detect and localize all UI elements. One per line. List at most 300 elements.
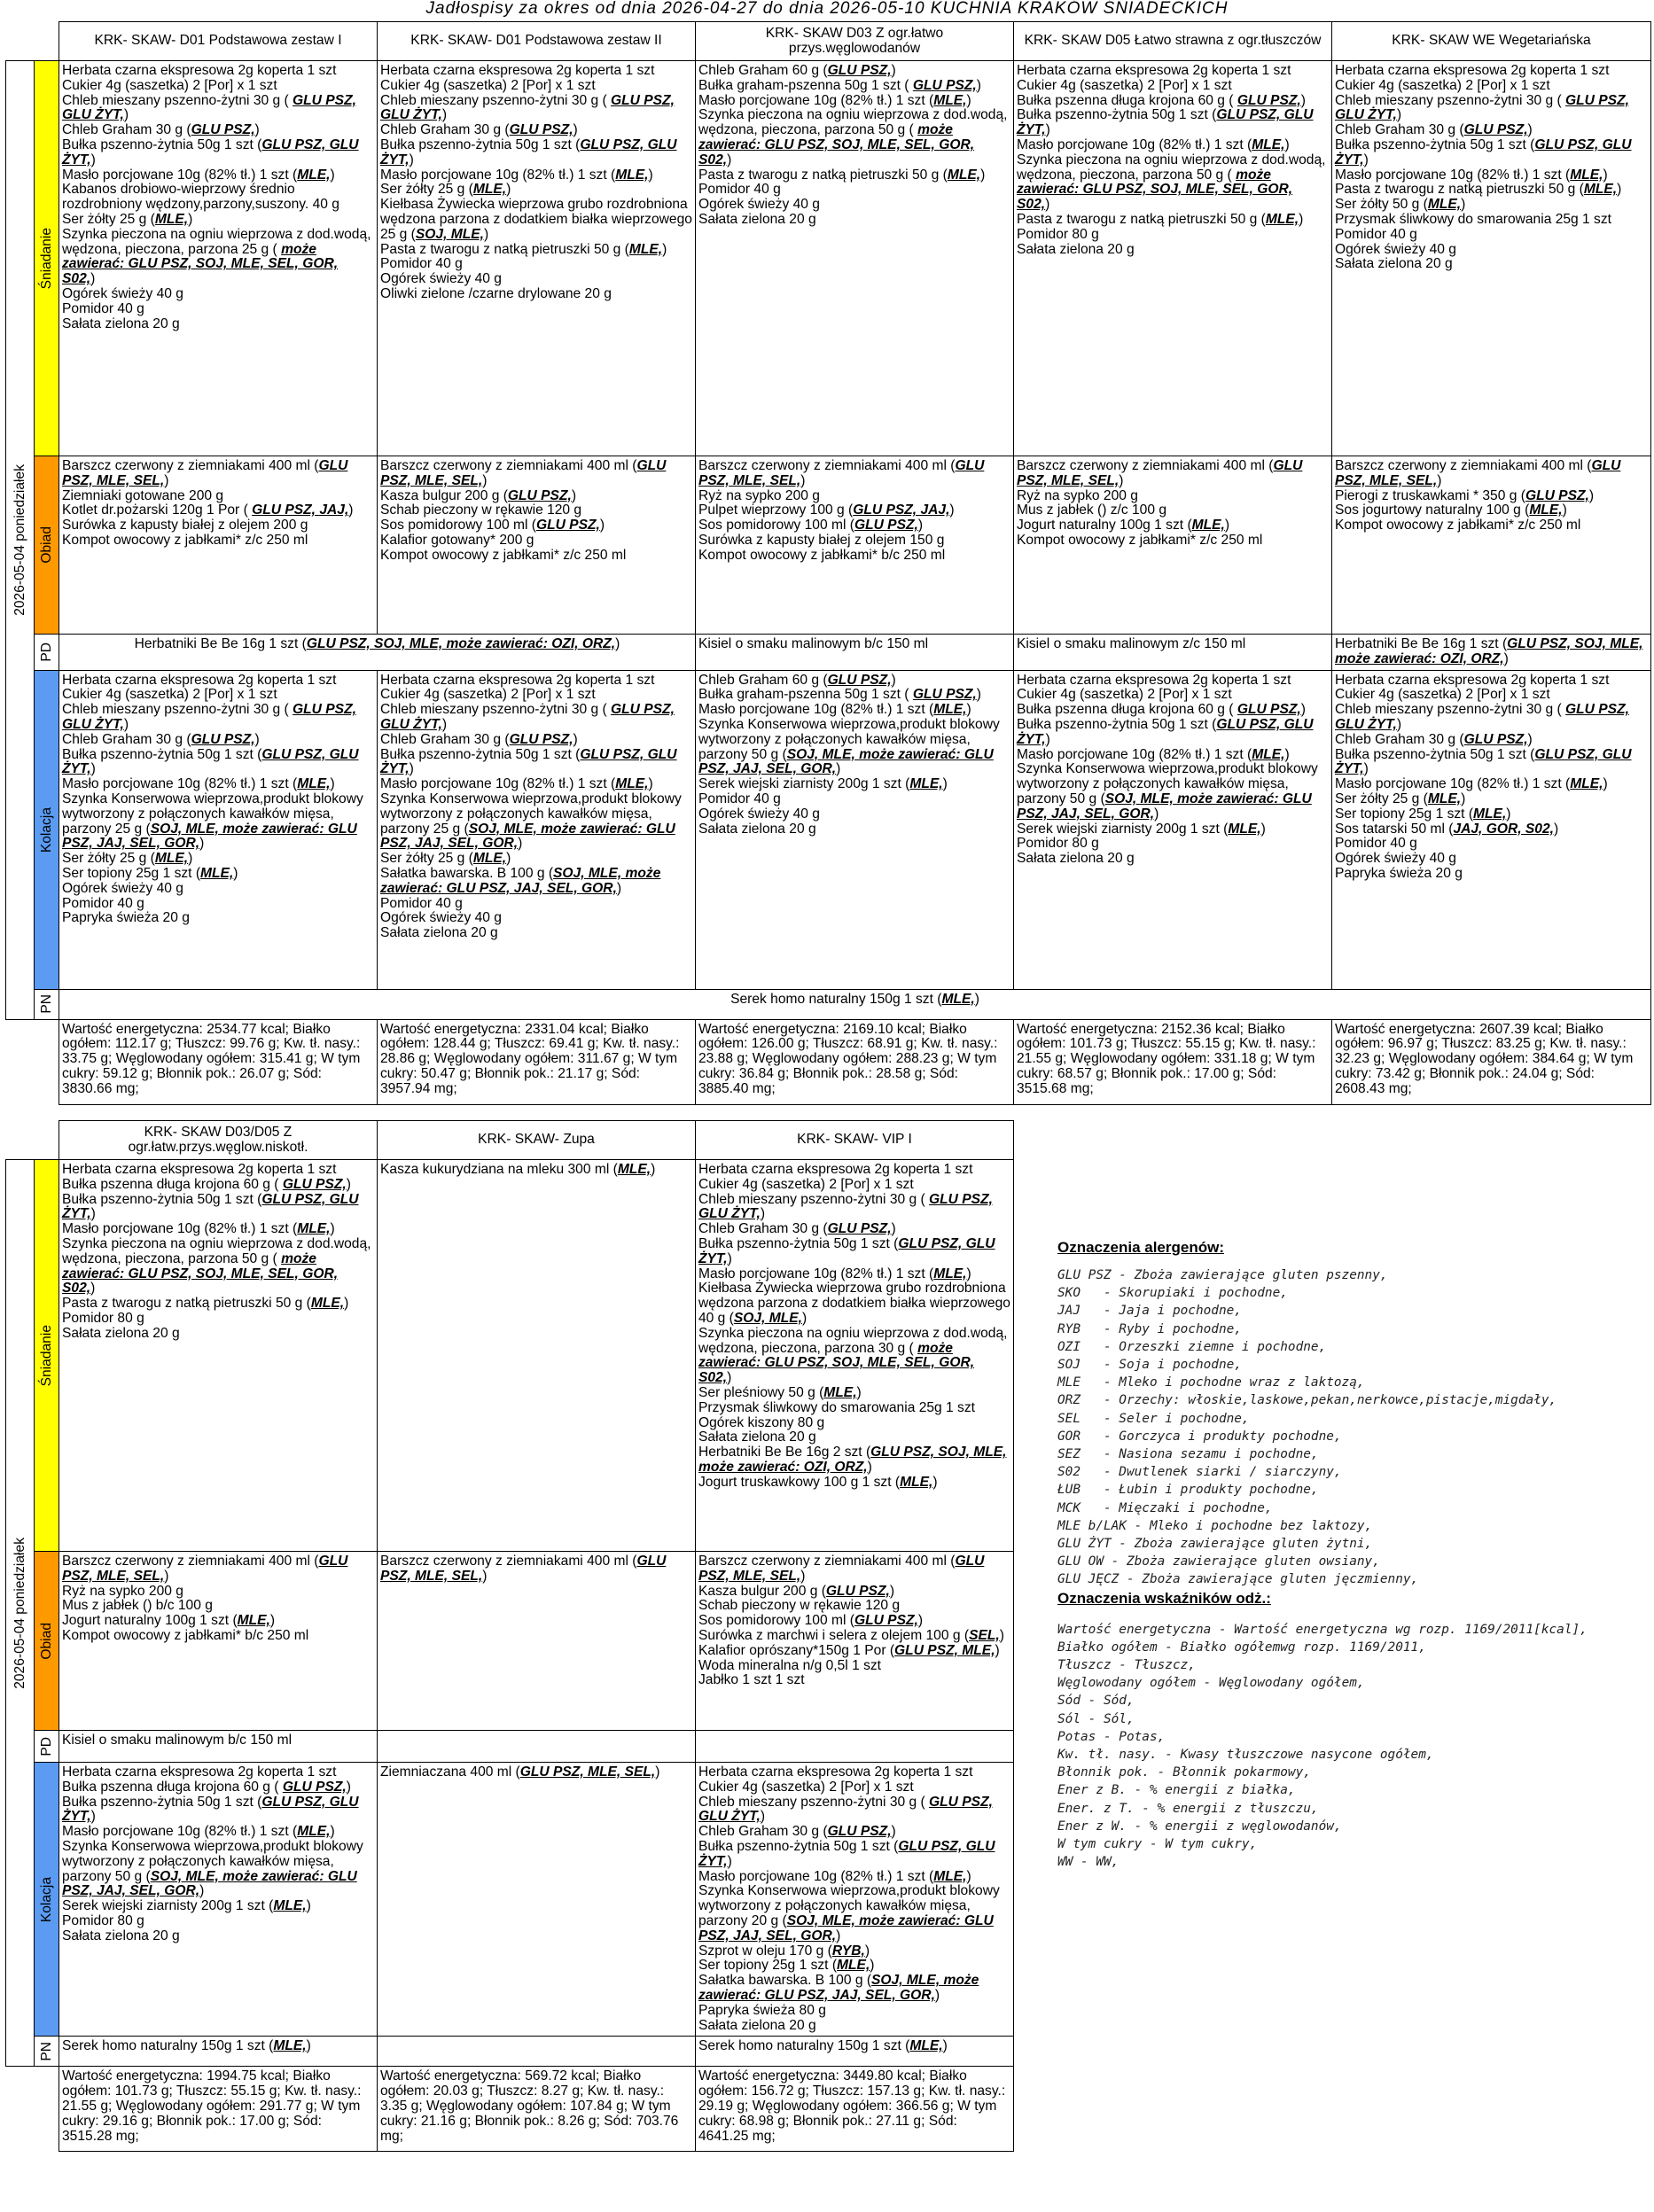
allergen-codes: GLU PSZ, — [854, 518, 918, 534]
meal-cell — [59, 456, 378, 635]
menu-item: Ogórek świeży 40 g — [62, 880, 183, 896]
allergen-codes: MLE, — [1252, 136, 1285, 152]
allergen-codes: GLU PSZ, JAJ, — [252, 502, 349, 518]
allergen-codes: GLU PSZ, SOJ, MLE, może zawierać: OZI, ORZ, — [698, 1445, 1007, 1475]
menu-item: Mus z jabłek () z/c 100 g — [1017, 502, 1166, 518]
menu-item: Pomidor 80 g — [62, 1310, 144, 1326]
menu-item: Bułka pszenna długa krojona 60 g ( GLU PSZ,) — [62, 1176, 351, 1192]
allergen-codes: SOJ, MLE, może zawierać: GLU PSZ, JAJ, SEL, GOR, — [698, 1973, 979, 2003]
allergen-codes: MLE, — [823, 1384, 857, 1400]
nutrition-cell: Wartość energetyczna: 2534.77 kcal; Białko ogółem: 112.17 g; Tłuszcz: 99.76 g; Kw. tł. nasy.: 33.75 g; Węglowodany ogółem: 315.41 g; W tym cukry: 59.12 g; Błonnik pok.: 26.07 g; Sód: 3830.66 mg; — [59, 1019, 378, 1104]
allergen-codes: GLU PSZ, MLE, SEL, — [698, 1554, 985, 1584]
menu-item: Bułka pszenno-żytnia 50g 1 szt (GLU PSZ, GLU ŻYT,) — [698, 1838, 995, 1869]
allergen-codes: MLE, — [273, 1898, 307, 1914]
allergen-codes: SOJ, MLE, — [733, 1310, 803, 1326]
menu-item: Masło porcjowane 10g (82% tł.) 1 szt (MLE,) — [62, 1221, 335, 1237]
menu-item: Sos pomidorowy 100 ml (GLU PSZ,) — [698, 1613, 924, 1629]
menu-item: Ogórek świeży 40 g — [1335, 851, 1456, 867]
menu-item: Kisiel o smaku malinowym b/c 150 ml — [62, 1733, 293, 1748]
meal-cell — [1332, 456, 1651, 635]
allergen-codes: GLU PSZ, MLE, SEL, — [380, 1554, 667, 1584]
allergen-legend-item: GOR - Gorczyca i produkty pochodne, — [1057, 1429, 1342, 1444]
menu-item: Cukier 4g (saszetka) 2 [Por] x 1 szt — [698, 1779, 914, 1795]
allergen-legend-item: SEL - Seler i pochodne, — [1057, 1411, 1250, 1426]
menu-item: Ser żółty 25 g (MLE,) — [62, 851, 193, 867]
menu-item: Chleb mieszany pszenno-żytni 30 g ( GLU PSZ, GLU ŻYT,) — [380, 702, 675, 732]
menu-item: Pomidor 80 g — [1017, 226, 1099, 242]
menu-item: Surówka z marchwi i selera z olejem 100 g (SEL,) — [698, 1627, 1004, 1643]
indicator-legend-item: WW - WW, — [1057, 1855, 1120, 1870]
indicator-legend-item: Tłuszcz - Tłuszcz, — [1057, 1658, 1196, 1673]
menu-item: Cukier 4g (saszetka) 2 [Por] x 1 szt — [62, 77, 277, 93]
allergen-legend-item: JAJ - Jaja i pochodne, — [1057, 1304, 1242, 1319]
menu-item: Masło porcjowane 10g (82% tł.) 1 szt (MLE,) — [1335, 167, 1608, 183]
menu-item: Chleb mieszany pszenno-żytni 30 g ( GLU PSZ, GLU ŻYT,) — [698, 1191, 993, 1222]
diet-header: KRK- SKAW D05 Łatwo strawna z ogr.tłuszczów — [1014, 22, 1332, 61]
allergen-codes: MLE, — [1529, 502, 1563, 518]
allergen-codes: MLE, — [1427, 791, 1462, 806]
allergen-codes: MLE, — [837, 1958, 870, 1974]
allergen-codes: GLU PSZ, — [827, 1221, 892, 1237]
allergen-codes: MLE, — [628, 241, 663, 257]
meal-cell — [378, 1160, 696, 1552]
allergen-codes: MLE, — [1570, 776, 1603, 792]
allergen-codes: JAJ, GOR, S02, — [1453, 821, 1554, 837]
meal-label-obiad: Obiad — [35, 456, 59, 635]
menu-item: Serek homo naturalny 150g 1 szt (MLE,) — [730, 991, 979, 1007]
menu-item: Barszcz czerwony z ziemniakami 400 ml (GLU PSZ, MLE, SEL,) — [698, 1554, 985, 1584]
allergen-codes: RYB, — [831, 1943, 865, 1959]
meal-cell — [378, 1731, 696, 1763]
menu-item: Schab pieczony w rękawie 120 g — [380, 502, 582, 518]
allergen-codes: GLU PSZ, GLU ŻYT, — [62, 1191, 359, 1222]
menu-item: Ryż na sypko 200 g — [62, 1583, 183, 1599]
allergen-codes: GLU PSZ, GLU ŻYT, — [1017, 107, 1314, 138]
meal-cell — [59, 989, 1651, 1019]
menu-item: Sałatka bawarska. B 100 g (SOJ, MLE, może zawierać: GLU PSZ, JAJ, SEL, GOR,) — [380, 865, 661, 896]
allergen-codes: GLU PSZ, — [1237, 92, 1301, 108]
menu-item: Pomidor 40 g — [698, 182, 781, 198]
menu-item: Kalafior gotowany* 200 g — [380, 532, 534, 548]
menu-item: Chleb Graham 60 g (GLU PSZ,) — [698, 63, 896, 78]
meal-cell — [378, 1552, 696, 1731]
menu-item: Sałata zielona 20 g — [380, 925, 498, 941]
allergen-codes: GLU PSZ, MLE, SEL, — [519, 1764, 656, 1780]
allergen-codes: MLE, — [237, 1613, 270, 1629]
indicator-legend-item: Sól - Sól, — [1057, 1711, 1135, 1726]
allergen-codes: MLE, — [909, 2038, 943, 2054]
allergen-codes: GLU PSZ, MLE, SEL, — [62, 458, 348, 488]
menu-item: Kompot owocowy z jabłkami* z/c 250 ml — [380, 547, 627, 563]
meal-label-sniadanie: Śniadanie — [35, 61, 59, 456]
menu-item: Serek wiejski ziarnisty 200g 1 szt (MLE,) — [62, 1898, 311, 1914]
allergen-legend-item: MLE - Mleko i pochodne wraz z laktozą, — [1057, 1375, 1365, 1390]
allergen-legend-item: ŁUB - Łubin i produkty pochodne, — [1057, 1483, 1319, 1498]
menu-table-section2 — [5, 1120, 1014, 2152]
allergen-codes: MLE, — [1252, 746, 1285, 762]
allergens-list — [1057, 1266, 1642, 1589]
menu-item: Jogurt naturalny 100g 1 szt (MLE,) — [1017, 518, 1230, 534]
allergen-codes: może zawierać: GLU PSZ, SOJ, MLE, SEL, GOR, S02, — [62, 1250, 339, 1297]
allergen-codes: GLU PSZ, — [854, 1613, 918, 1629]
menu-item: Papryka świeża 20 g — [1335, 865, 1463, 881]
menu-item: Masło porcjowane 10g (82% tł.) 1 szt (MLE,) — [62, 776, 335, 792]
menu-item: Jabłko 1 szt 1 szt — [698, 1672, 805, 1688]
menu-item: Ser żółty 25 g (MLE,) — [1335, 791, 1466, 806]
menu-item: Przysmak śliwkowy do smarowania 25g 1 szt — [698, 1399, 975, 1415]
menu-item: Pasta z twarogu z natką pietruszki 50 g (MLE,) — [698, 167, 986, 183]
menu-item: Sos jogurtowy naturalny 100 g (MLE,) — [1335, 502, 1567, 518]
menu-item: Masło porcjowane 10g (82% tł.) 1 szt (MLE,) — [1017, 746, 1290, 762]
allergen-codes: GLU PSZ, — [507, 487, 572, 503]
menu-item: Kompot owocowy z jabłkami* b/c 250 ml — [698, 547, 946, 563]
meal-cell — [59, 1731, 378, 1763]
meal-cell — [696, 670, 1014, 989]
menu-item: Sałata zielona 20 g — [698, 211, 816, 227]
menu-item: Schab pieczony w rękawie 120 g — [698, 1598, 901, 1614]
page-title: Jadłospisy za okres od dnia 2026-04-27 do dnia 2026-05-10 KUCHNIA KRAKÓW ŚNIADECKICH — [425, 0, 1229, 18]
meal-label-pn: PN — [35, 989, 59, 1019]
allergen-codes: GLU PSZ, GLU ŻYT, — [698, 1235, 995, 1266]
diet-header: KRK- SKAW D03 Z ogr.łatwo przys.węglowodanów — [696, 22, 1014, 61]
indicator-legend-item: Potas - Potas, — [1057, 1729, 1166, 1744]
meal-cell — [378, 2037, 696, 2067]
allergen-codes: GLU PSZ, MLE, SEL, — [380, 458, 667, 488]
allergen-legend-item: ORZ - Orzechy: włoskie,laskowe,pekan,nerkowce,pistacje,migdały, — [1057, 1393, 1557, 1408]
allergen-codes: MLE, — [909, 776, 943, 792]
menu-table-section1 — [5, 21, 1651, 1105]
allergen-legend-item: RYB - Ryby i pochodne, — [1057, 1321, 1242, 1336]
menu-item: Masło porcjowane 10g (82% tł.) 1 szt (MLE,) — [62, 1824, 335, 1840]
allergen-codes: MLE, — [933, 702, 967, 718]
menu-item: Herbata czarna ekspresowa 2g koperta 1 szt — [380, 63, 655, 78]
allergen-codes: GLU PSZ, GLU ŻYT, — [380, 746, 677, 777]
allergen-codes: GLU PSZ, GLU ŻYT, — [698, 1191, 993, 1222]
menu-item: Mus z jabłek () b/c 100 g — [62, 1598, 213, 1614]
allergen-codes: GLU PSZ, — [535, 518, 600, 534]
menu-item: Sos pomidorowy 100 ml (GLU PSZ,) — [698, 518, 924, 534]
allergen-codes: GLU PSZ, JAJ, — [853, 502, 950, 518]
allergen-codes: SOJ, MLE, może zawierać: GLU PSZ, JAJ, SEL, GOR, — [1017, 791, 1312, 822]
menu-item: Cukier 4g (saszetka) 2 [Por] x 1 szt — [1335, 687, 1550, 703]
meal-cell — [378, 1763, 696, 2037]
allergen-codes: może zawierać: GLU PSZ, SOJ, MLE, SEL, GOR, S02, — [698, 122, 975, 167]
meal-cell — [696, 1160, 1014, 1552]
menu-item: Pasta z twarogu z natką pietruszki 50 g (MLE,) — [380, 241, 667, 257]
allergen-codes: GLU PSZ, GLU ŻYT, — [62, 136, 359, 167]
menu-item: Kalafior oprószany*150g 1 Por (GLU PSZ, MLE,) — [698, 1642, 1000, 1658]
allergen-codes: GLU PSZ, GLU ŻYT, — [62, 746, 359, 777]
meal-cell — [1014, 635, 1332, 671]
allergen-codes: SOJ, MLE, może zawierać: GLU PSZ, JAJ, SEL, GOR, — [380, 821, 675, 852]
allergen-codes: GLU PSZ, GLU ŻYT, — [698, 1794, 993, 1825]
menu-item: Kompot owocowy z jabłkami* z/c 250 ml — [62, 532, 308, 548]
menu-item: Ogórek świeży 40 g — [380, 271, 502, 287]
allergen-codes: SEL, — [969, 1627, 1000, 1643]
meal-cell — [378, 456, 696, 635]
indicator-legend-item: Wartość energetyczna - Wartość energetyczna wg rozp. 1169/2011[kcal], — [1057, 1622, 1588, 1637]
menu-item: Bułka pszenno-żytnia 50g 1 szt (GLU PSZ, GLU ŻYT,) — [62, 1794, 359, 1825]
menu-item: Sałata zielona 20 g — [62, 315, 180, 331]
menu-item: Szynka pieczona na ogniu wieprzowa z dod.wodą, wędzona, pieczona, parzona 50 g ( może zawierać: GLU PSZ, SOJ, MLE, SEL, GOR, S02,) — [62, 1235, 371, 1297]
menu-item: Masło porcjowane 10g (82% tł.) 1 szt (MLE,) — [698, 1266, 971, 1281]
menu-item: Serek homo naturalny 150g 1 szt (MLE,) — [62, 2038, 311, 2054]
allergen-codes: GLU PSZ, GLU ŻYT, — [62, 702, 356, 732]
menu-item: Pomidor 80 g — [1017, 836, 1099, 852]
allergen-codes: GLU PSZ, — [912, 687, 977, 703]
menu-item: Herbata czarna ekspresowa 2g koperta 1 szt — [698, 1162, 973, 1177]
meal-cell — [59, 1160, 378, 1552]
diet-header: KRK- SKAW- D01 Podstawowa zestaw I — [59, 22, 378, 61]
menu-item: Szynka Konserwowa wieprzowa,produkt blokowy wytworzony z połączonych kawałków mięsa, parzony 50 g (SOJ, MLE, może zawierać: GLU PSZ, JAJ, SEL, GOR,) — [1017, 761, 1318, 822]
indicator-legend-item: Białko ogółem - Białko ogółemwg rozp. 1169/2011, — [1057, 1640, 1426, 1655]
allergen-legend-item: GLU ŻYT - Zboża zawierające gluten żytni, — [1057, 1537, 1373, 1552]
meal-cell — [59, 1763, 378, 2037]
allergen-codes: GLU PSZ, MLE, SEL, — [698, 458, 985, 488]
menu-item: Masło porcjowane 10g (82% tł.) 1 szt (MLE,) — [698, 702, 971, 718]
menu-item: Herbatniki Be Be 16g 1 szt (GLU PSZ, SOJ, MLE, może zawierać: OZI, ORZ,) — [1335, 636, 1643, 666]
menu-item: Kisiel o smaku malinowym b/c 150 ml — [698, 636, 929, 651]
menu-item: Szynka pieczona na ogniu wieprzowa z dod.wodą, wędzona, pieczona, parzona 25 g ( może zawierać: GLU PSZ, SOJ, MLE, SEL, GOR, S02,) — [62, 226, 371, 287]
allergen-codes: może zawierać: GLU PSZ, SOJ, MLE, SEL, GOR, S02, — [1017, 167, 1293, 213]
menu-item: Chleb mieszany pszenno-żytni 30 g ( GLU PSZ, GLU ŻYT,) — [1335, 702, 1629, 732]
menu-item: Szynka Konserwowa wieprzowa,produkt blokowy wytworzony z połączonych kawałków mięsa, parzony 20 g (SOJ, MLE, może zawierać: GLU PSZ, JAJ, SEL, GOR,) — [698, 1883, 1000, 1943]
allergen-legend-item: GLU JĘCZ - Zboża zawierające gluten jęczmienny, — [1057, 1572, 1419, 1587]
allergen-legend-item: GLU OW - Zboża zawierające gluten owsiany, — [1057, 1554, 1380, 1569]
meal-cell — [1014, 456, 1332, 635]
menu-item: Cukier 4g (saszetka) 2 [Por] x 1 szt — [380, 77, 596, 93]
allergen-codes: MLE, — [1191, 518, 1225, 534]
menu-item: Herbata czarna ekspresowa 2g koperta 1 szt — [380, 672, 655, 688]
allergen-codes: może zawierać: GLU PSZ, SOJ, MLE, SEL, GOR, S02, — [62, 241, 339, 287]
menu-item: Szynka pieczona na ogniu wieprzowa z dod.wodą, wędzona, pieczona, parzona 30 g ( może zawierać: GLU PSZ, SOJ, MLE, SEL, GOR, S02,) — [698, 1325, 1008, 1386]
nutrition-cell: Wartość energetyczna: 1994.75 kcal; Białko ogółem: 101.73 g; Tłuszcz: 55.15 g; Kw. tł. nasy.: 21.55 g; Węglowodany ogółem: 291.77 g; W tym cukry: 29.16 g; Błonnik pok.: 17.00 g; Sód: 3515.28 mg; — [59, 2067, 378, 2152]
menu-item: Sałatka bawarska. B 100 g (SOJ, MLE, może zawierać: GLU PSZ, JAJ, SEL, GOR,) — [698, 1973, 979, 2003]
menu-item: Chleb Graham 30 g (GLU PSZ,) — [62, 731, 260, 747]
meal-cell — [378, 61, 696, 456]
meal-cell — [1332, 635, 1651, 671]
allergen-codes: GLU PSZ, — [827, 1824, 892, 1840]
allergen-codes: GLU PSZ, — [1463, 122, 1528, 138]
indicator-legend-item: Sód - Sód, — [1057, 1694, 1135, 1709]
allergen-legend-item: GLU PSZ - Zboża zawierające gluten pszenny, — [1057, 1268, 1388, 1282]
allergen-codes: GLU PSZ, — [827, 63, 892, 78]
meal-cell — [1014, 670, 1332, 989]
menu-item: Ser topiony 25g 1 szt (MLE,) — [1335, 806, 1511, 822]
indicator-legend-item: Błonnik pok. - Błonnik pokarmowy, — [1057, 1765, 1311, 1780]
menu-item: Sałata zielona 20 g — [1017, 851, 1135, 867]
menu-item: Papryka świeża 80 g — [698, 2002, 826, 2018]
menu-item: Chleb Graham 30 g (GLU PSZ,) — [380, 731, 578, 747]
allergen-legend-item: MLE b/LAK - Mleko i pochodne bez laktozy, — [1057, 1518, 1373, 1533]
menu-item: Pomidor 40 g — [380, 895, 463, 911]
nutrition-cell: Wartość energetyczna: 2169.10 kcal; Białko ogółem: 126.00 g; Tłuszcz: 68.91 g; Kw. tł. nasy.: 23.88 g; Węglowodany ogółem: 288.23 g; W tym cukry: 36.84 g; Błonnik pok.: 28.58 g; Sód: 3885.40 mg; — [696, 1019, 1014, 1104]
indicator-legend-item: W tym cukry - W tym cukry, — [1057, 1837, 1258, 1852]
meal-cell — [1014, 61, 1332, 456]
menu-item: Sos tatarski 50 ml (JAJ, GOR, S02,) — [1335, 821, 1559, 837]
menu-item: Kiełbasa Żywiecka wieprzowa grubo rozdrobniona wędzona parzona z dodatkiem białka wieprzowego 40 g (SOJ, MLE,) — [698, 1281, 1010, 1326]
allergen-codes: MLE, — [154, 851, 189, 867]
meal-cell — [696, 1731, 1014, 1763]
menu-item: Herbatniki Be Be 16g 1 szt (GLU PSZ, SOJ, MLE, może zawierać: OZI, ORZ,) — [134, 636, 620, 651]
allergen-codes: MLE, — [310, 1296, 345, 1312]
meal-label-kolacja: Kolacja — [35, 670, 59, 989]
allergen-legend-item: SKO - Skorupiaki i pochodne, — [1057, 1286, 1288, 1301]
menu-item: Szynka pieczona na ogniu wieprzowa z dod.wodą, wędzona, pieczona, parzona 50 g ( może zawierać: GLU PSZ, SOJ, MLE, SEL, GOR, S02,) — [698, 107, 1008, 167]
menu-item: Ziemniaczana 400 ml (GLU PSZ, MLE, SEL,) — [380, 1764, 660, 1780]
meal-cell — [696, 1763, 1014, 2037]
menu-item: Surówka z kapusty białej z olejem 150 g — [698, 532, 945, 548]
menu-item: Ser żółty 25 g (MLE,) — [380, 851, 511, 867]
menu-item: Sałata zielona 20 g — [62, 1325, 180, 1341]
allergen-codes: MLE, — [933, 92, 967, 108]
menu-item: Woda mineralna n/g 0,5l 1 szt — [698, 1657, 882, 1673]
menu-item: Herbata czarna ekspresowa 2g koperta 1 szt — [62, 1162, 337, 1177]
menu-item: Bułka pszenno-żytnia 50g 1 szt (GLU PSZ, GLU ŻYT,) — [698, 1235, 995, 1266]
menu-item: Papryka świeża 20 g — [62, 910, 190, 926]
allergen-codes: GLU PSZ, — [825, 1583, 890, 1599]
allergen-codes: GLU PSZ, MLE, SEL, — [1335, 458, 1621, 488]
diet-header: KRK- SKAW D03/D05 Z ogr.łatw.przys.węglow.niskotł. — [59, 1121, 378, 1160]
indicator-legend-item: Kw. tł. nasy. - Kwasy tłuszczowe nasycone ogółem, — [1057, 1748, 1434, 1763]
allergen-codes: GLU PSZ, — [1463, 731, 1528, 747]
menu-item: Kisiel o smaku malinowym z/c 150 ml — [1017, 636, 1246, 651]
menu-item: Bułka pszenno-żytnia 50g 1 szt (GLU PSZ, GLU ŻYT,) — [380, 746, 677, 777]
allergens-legend-title: Oznaczenia alergenów: — [1057, 1239, 1224, 1256]
menu-item: Masło porcjowane 10g (82% tł.) 1 szt (MLE,) — [698, 92, 971, 108]
menu-item: Szynka Konserwowa wieprzowa,produkt blokowy wytworzony z połączonych kawałków mięsa, parzony 50 g (SOJ, MLE, może zawierać: GLU PSZ, JAJ, SEL, GOR,) — [698, 716, 1000, 777]
menu-item: Szprot w oleju 170 g (RYB,) — [698, 1943, 870, 1959]
menu-item: Chleb mieszany pszenno-żytni 30 g ( GLU PSZ, GLU ŻYT,) — [1335, 92, 1629, 123]
indicator-legend-item: Węglowodany ogółem - Węglowodany ogółem, — [1057, 1676, 1365, 1691]
menu-item: Pomidor 40 g — [62, 300, 144, 316]
menu-item: Sałata zielona 20 g — [698, 1429, 816, 1445]
meal-cell — [696, 456, 1014, 635]
menu-item: Barszcz czerwony z ziemniakami 400 ml (GLU PSZ, MLE, SEL,) — [698, 458, 985, 488]
allergen-codes: GLU PSZ, GLU ŻYT, — [1017, 716, 1314, 747]
menu-item: Kompot owocowy z jabłkami* z/c 250 ml — [1017, 532, 1263, 548]
allergen-codes: MLE, — [297, 1221, 331, 1237]
allergen-codes: GLU PSZ, — [1237, 702, 1301, 718]
indicators-list — [1057, 1621, 1642, 1872]
menu-item: Herbata czarna ekspresowa 2g koperta 1 szt — [1335, 63, 1610, 78]
indicator-legend-item: Ener. z T. - % energii z tłuszczu, — [1057, 1801, 1319, 1816]
menu-item: Cukier 4g (saszetka) 2 [Por] x 1 szt — [1017, 687, 1232, 703]
meal-cell — [696, 61, 1014, 456]
menu-item: Surówka z kapusty białej z olejem 200 g — [62, 518, 308, 534]
allergen-codes: GLU PSZ, GLU ŻYT, — [1335, 92, 1629, 123]
menu-item: Chleb mieszany pszenno-żytni 30 g ( GLU PSZ, GLU ŻYT,) — [62, 702, 356, 732]
menu-item: Pomidor 40 g — [380, 256, 463, 272]
menu-item: Masło porcjowane 10g (82% tł.) 1 szt (MLE,) — [380, 776, 653, 792]
allergen-codes: MLE, — [472, 182, 507, 198]
menu-item: Kiełbasa Żywiecka wieprzowa grubo rozdrobniona wędzona parzona z dodatkiem białka wieprzowego 25 g (SOJ, MLE,) — [380, 197, 692, 242]
meal-cell — [696, 635, 1014, 671]
meal-label-pd: PD — [35, 1731, 59, 1763]
menu-item: Pasta z twarogu z natką pietruszki 50 g (MLE,) — [62, 1296, 349, 1312]
menu-item: Barszcz czerwony z ziemniakami 400 ml (GLU PSZ, MLE, SEL,) — [380, 458, 667, 488]
menu-item: Kompot owocowy z jabłkami* z/c 250 ml — [1335, 518, 1581, 534]
allergen-codes: SOJ, MLE, może zawierać: GLU PSZ, JAJ, SEL, GOR, — [62, 1868, 357, 1899]
meal-cell — [59, 670, 378, 989]
menu-item: Pomidor 40 g — [62, 895, 144, 911]
menu-item: Pulpet wieprzowy 100 g (GLU PSZ, JAJ,) — [698, 502, 955, 518]
allergen-codes: GLU PSZ, — [282, 1176, 347, 1192]
menu-item: Cukier 4g (saszetka) 2 [Por] x 1 szt — [62, 687, 277, 703]
menu-item: Kasza kukurydziana na mleku 300 ml (MLE,) — [380, 1162, 656, 1177]
menu-item: Bułka pszenno-żytnia 50g 1 szt (GLU PSZ, GLU ŻYT,) — [1017, 107, 1314, 138]
allergen-legend-item: S02 - Dwutlenek siarki / siarczyny, — [1057, 1465, 1342, 1480]
menu-item: Herbata czarna ekspresowa 2g koperta 1 szt — [1017, 63, 1291, 78]
allergen-codes: SOJ, MLE, może zawierać: GLU PSZ, JAJ, SEL, GOR, — [698, 1912, 994, 1943]
allergen-codes: MLE, — [297, 167, 331, 183]
menu-item: Bułka pszenno-żytnia 50g 1 szt (GLU PSZ, GLU ŻYT,) — [1017, 716, 1314, 747]
allergen-codes: MLE, — [941, 991, 975, 1007]
allergen-codes: MLE, — [617, 1162, 651, 1177]
menu-item: Ser żółty 25 g (MLE,) — [62, 211, 193, 227]
menu-item: Chleb Graham 30 g (GLU PSZ,) — [698, 1221, 896, 1237]
allergen-codes: GLU PSZ, — [282, 1779, 347, 1795]
allergen-codes: MLE, — [615, 776, 649, 792]
menu-item: Serek wiejski ziarnisty 200g 1 szt (MLE,) — [698, 776, 948, 792]
menu-item: Herbata czarna ekspresowa 2g koperta 1 szt — [62, 1764, 337, 1780]
menu-item: Chleb Graham 30 g (GLU PSZ,) — [62, 122, 260, 138]
allergen-codes: MLE, — [1427, 197, 1462, 213]
allergen-codes: MLE, — [200, 865, 234, 881]
menu-item: Szynka Konserwowa wieprzowa,produkt blokowy wytworzony z połączonych kawałków mięsa, parzony 25 g (SOJ, MLE, może zawierać: GLU PSZ, JAJ, SEL, GOR,) — [62, 791, 363, 852]
menu-item: Kasza bulgur 200 g (GLU PSZ,) — [380, 487, 577, 503]
nutrition-cell: Wartość energetyczna: 3449.80 kcal; Białko ogółem: 156.72 g; Tłuszcz: 157.13 g; Kw. tł. nasy.: 29.19 g; Węglowodany ogółem: 366.56 g; W tym cukry: 68.98 g; Błonnik pok.: 27.11 g; Sód: 4641.25 mg; — [696, 2067, 1014, 2152]
menu-item: Bułka pszenna długa krojona 60 g ( GLU PSZ,) — [1017, 92, 1306, 108]
menu-item: Sałata zielona 20 g — [698, 821, 816, 837]
menu-item: Ser pleśniowy 50 g (MLE,) — [698, 1384, 862, 1400]
diet-header: KRK- SKAW- VIP I — [696, 1121, 1014, 1160]
menu-item: Chleb mieszany pszenno-żytni 30 g ( GLU PSZ, GLU ŻYT,) — [62, 92, 356, 123]
allergen-legend-item: MCK - Mięczaki i pochodne, — [1057, 1500, 1273, 1515]
allergen-codes: MLE, — [154, 211, 189, 227]
menu-item: Kotlet dr.pożarski 120g 1 Por ( GLU PSZ, JAJ,) — [62, 502, 354, 518]
allergen-codes: GLU PSZ, GLU ŻYT, — [698, 1838, 995, 1869]
menu-item: Masło porcjowane 10g (82% tł.) 1 szt (MLE,) — [62, 167, 335, 183]
menu-item: Bułka pszenno-żytnia 50g 1 szt (GLU PSZ, GLU ŻYT,) — [62, 746, 359, 777]
meal-cell — [1332, 61, 1651, 456]
diet-header: KRK- SKAW- D01 Podstawowa zestaw II — [378, 22, 696, 61]
menu-item: Cukier 4g (saszetka) 2 [Por] x 1 szt — [698, 1176, 914, 1192]
menu-item: Ogórek świeży 40 g — [380, 910, 502, 926]
menu-item: Pomidor 40 g — [698, 791, 781, 806]
menu-item: Cukier 4g (saszetka) 2 [Por] x 1 szt — [1017, 77, 1232, 93]
menu-item: Barszcz czerwony z ziemniakami 400 ml (GLU PSZ, MLE, SEL,) — [62, 458, 348, 488]
menu-item: Chleb Graham 30 g (GLU PSZ,) — [380, 122, 578, 138]
allergen-codes: MLE, — [900, 1474, 933, 1490]
allergen-legend-item: SEZ - Nasiona sezamu i pochodne, — [1057, 1447, 1319, 1462]
menu-item: Bułka graham-pszenna 50g 1 szt ( GLU PSZ,) — [698, 687, 981, 703]
diet-header: KRK- SKAW- Zupa — [378, 1121, 696, 1160]
menu-item: Szynka Konserwowa wieprzowa,produkt blokowy wytworzony z połączonych kawałków mięsa, parzony 25 g (SOJ, MLE, może zawierać: GLU PSZ, JAJ, SEL, GOR,) — [380, 791, 682, 852]
allergen-codes: MLE, — [1583, 182, 1618, 198]
menu-item: Cukier 4g (saszetka) 2 [Por] x 1 szt — [1335, 77, 1550, 93]
menu-item: Ogórek świeży 40 g — [698, 806, 820, 822]
allergen-codes: GLU PSZ, — [509, 122, 573, 138]
date-cell: 2026-05-04 poniedziałek — [6, 61, 35, 1020]
allergen-codes: GLU PSZ, — [191, 122, 255, 138]
allergen-codes: MLE, — [615, 167, 649, 183]
meal-label-pd: PD — [35, 635, 59, 671]
menu-item: Barszcz czerwony z ziemniakami 400 ml (GLU PSZ, MLE, SEL,) — [1017, 458, 1303, 488]
menu-item: Sałata zielona 20 g — [62, 1928, 180, 1943]
nutrition-cell: Wartość energetyczna: 2607.39 kcal; Białko ogółem: 96.97 g; Tłuszcz: 83.25 g; Kw. tł. nasy.: 32.23 g; Węglowodany ogółem: 384.64 g; W tym cukry: 73.42 g; Błonnik pok.: 24.04 g; Sód: 2608.43 mg; — [1332, 1019, 1651, 1104]
menu-item: Sos pomidorowy 100 ml (GLU PSZ,) — [380, 518, 605, 534]
